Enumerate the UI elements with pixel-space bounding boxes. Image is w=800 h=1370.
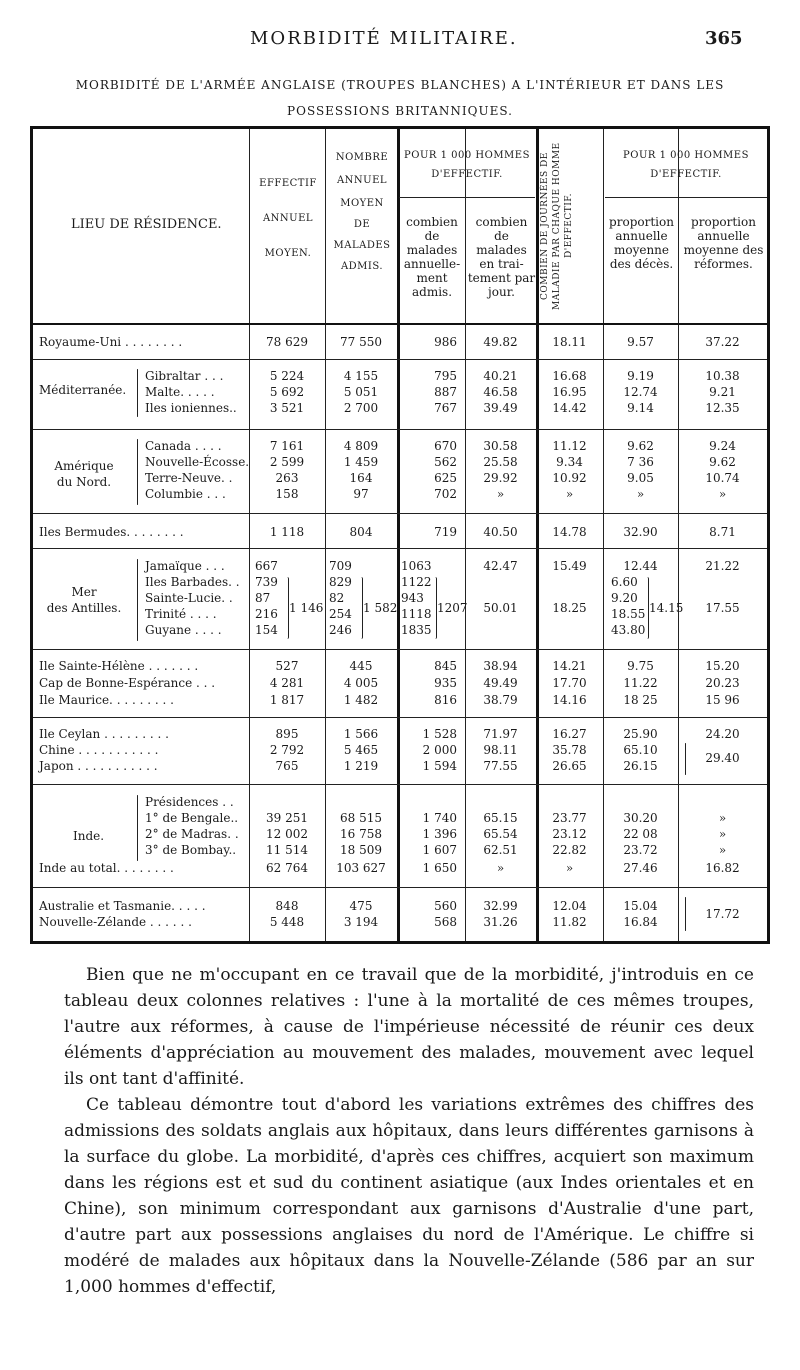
row-name: Présidences . . <box>145 795 234 809</box>
row-rule <box>33 359 767 360</box>
paragraph: Ce tableau démontre tout d'abord les variations extrêmes des chiffres des admissions des soldats anglais aux hôpitaux, dans leurs différentes garnisons à la surface du globe. La morbidité, d'après ces chiffres, acquiert son maximum dans les régions est et sud du continent asiatique (aux Indes orientales et en Chine), son minimum correspondant aux garnisons d'Australie d'une part, d'autre part aux possessions anglaises du nord de l'Amérique. Le chiffre si modéré de malades aux hôpitaux dans la Nouvelle-Zélande (586 par an sur 1,000 hommes d'effectif, <box>64 1095 754 1297</box>
row-name: Canada . . . . <box>145 439 222 453</box>
body-text <box>64 962 754 1300</box>
row-name: Ile Ceylan . . . . . . . . . <box>39 727 169 741</box>
paragraph: Bien que ne m'occupant en ce travail que de la morbidité, j'introduis en ce tableau deux colonnes relatives : l'une à la mortalité de ces mêmes troupes, l'autre aux réformes, à cause de l'impérieuse nécessité de réunir ces deux éléments d'appréciation au mouvement des malades, mouvement avec lequel ils ont tant d'affinité. <box>64 965 754 1089</box>
row-name: Iles ioniennes.. <box>145 401 237 415</box>
row-rule <box>33 717 767 718</box>
header-separator <box>399 197 535 198</box>
running-title: MORBIDITÉ MILITAIRE. <box>250 28 518 49</box>
running-head <box>0 28 800 52</box>
row-name: Iles Bermudes. . . . . . . . <box>39 525 184 539</box>
row-name: Terre-Neuve. . <box>145 471 233 485</box>
morbidity-table: LIEU DE RÉSIDENCE. EFFECTIF ANNUEL MOYEN. NOMBRE ANNUEL MOYEN DE MALADES ADMIS. POUR 1 000 HOMMES D'EFFECTIF. combien de malades annuelle-ment admis. combien de malades en trai-tement par jour. COMBIEN DE JOURNÉES DE MALADIE PAR CHAQUE HOMME D'EFFECTIF. POUR 1 000 HOMMES D'EFFECTIF. proportion annuelle moyenne des décès. proportion annuelle moyenne des réformes. Royaume-Uni . . . . . . . . 78 629 77 550 986 49.82 18.11 9.57 37.22 Méditerranée. Gibraltar . . . 5 224 4 155 795 40.21 16.68 9.19 10.38 Malte. . . . . 5 692 5 051 887 46.58 16.95 12.74 9.21 Iles ioniennes.. 3 521 2 700 767 39.49 14.42 9.14 12.35 Amérique du Nord. Canada . . . . 7 161 4 809 670 30.58 11.12 9.62 9.24 Nouvelle-Écosse. 2 599 1 459 562 25.58 9.34 7 36 9.62 Terre-Neuve. . 263 164 625 29.92 10.92 9.05 10.74 Columbie . . . 158 97 702 » » » » Iles Bermudes. . . . . . . . 1 118 804 719 40.50 14.78 32.90 8.71 Mer des Antilles. Jamaïque . . . 667 709 1063 42.47 15.49 12.44 21.22 Iles Barbades. . 739 829 1122 6.60 Sainte-Lucie. . 87 82 943 9.20 Trinité . . . . 216 254 1118 18.55 Guyane . . . . 154 246 1835 43.80 1 146 1 582 1207 50.01 18.25 14.15 17.55 Ile Sainte-Hélène . . . . . . . 527 445 845 38.94 14.21 9.75 15.20 Cap de Bonne-Espérance . . . 4 281 4 005 935 49.49 17.70 11.22 20.23 Ile Maurice. . . . . . . . . 1 817 1 482 816 38.79 14.16 18 25 15 96 Ile Ceylan . . . . . . . . . 895 1 566 1 528 71.97 16.27 25.90 24.20 Chine . . . . . . . . . . . 2 792 5 465 2 000 98.11 35.78 65.10 Japon . . . . . . . . . . . 765 1 219 1 594 77.55 26.65 26.15 29.40 Inde. Présidences . . 1° de Bengale.. 39 251 68 515 1 740 65.15 23.77 30.20 » 2° de Madras. . 12 002 16 758 1 396 65.54 23.12 22 08 » 3° de Bombay.. 11 514 18 509 1 607 62.51 22.82 23.72 » Inde au total. . . . . . . . 62 764 103 627 1 650 » » 27.46 16.82 Australie et Tasmanie. . . . . 848 475 560 32.99 12.04 15.04 Nouvelle-Zélande . . . . . . 5 448 3 194 568 31.26 11.82 16.84 17.72 <box>30 126 770 944</box>
header-reformes: proportion annuelle moyenne des réformes. <box>683 215 764 271</box>
row-name: Columbie . . . <box>145 487 226 501</box>
header-lieu: LIEU DE RÉSIDENCE. <box>71 217 222 232</box>
header-group-pour-1000-2: POUR 1 000 HOMMES D'EFFECTIF. <box>623 150 749 180</box>
header-deces: proportion annuelle moyenne des décès. <box>609 215 674 271</box>
table-title: MORBIDITÉ DE L'ARMÉE ANGLAISE (TROUPES BLANCHES) A L'INTÉRIEUR ET DANS LES POSSESSIONS BRITANNIQUES. <box>75 78 725 118</box>
row-name: 2° de Madras. . <box>145 827 239 841</box>
row-name: Ile Maurice. . . . . . . . . <box>39 693 174 707</box>
header-effectif: EFFECTIF ANNUEL MOYEN. <box>259 178 317 259</box>
brace <box>137 559 138 641</box>
row-name: 1° de Bengale.. <box>145 811 239 825</box>
row-rule <box>33 784 767 785</box>
row-name: Chine . . . . . . . . . . . <box>39 743 159 757</box>
row-name: 3° de Bombay.. <box>145 843 237 857</box>
row-rule <box>33 429 767 430</box>
row-rule <box>33 649 767 650</box>
row-name: Iles Barbades. . <box>145 575 240 589</box>
row-name: Nouvelle-Zélande . . . . . . <box>39 915 192 929</box>
row-name: Ile Sainte-Hélène . . . . . . . <box>39 659 199 673</box>
row-name: Royaume-Uni . . . . . . . . <box>39 335 183 349</box>
brace <box>137 369 138 417</box>
row-name: Cap de Bonne-Espérance . . . <box>39 676 216 690</box>
header-nombre: NOMBRE ANNUEL MOYEN DE MALADES ADMIS. <box>333 152 391 272</box>
brace <box>137 795 138 861</box>
brace <box>137 439 138 505</box>
row-name: Jamaïque . . . <box>145 559 225 573</box>
row-name: Nouvelle-Écosse. <box>145 455 250 469</box>
row-name: Sainte-Lucie. . <box>145 591 233 605</box>
row-name: Gibraltar . . . <box>145 369 224 383</box>
header-journees: COMBIEN DE JOURNÉES DE MALADIE PAR CHAQUE HOMME D'EFFECTIF. <box>540 142 574 310</box>
row-rule <box>33 513 767 514</box>
row-rule <box>33 548 767 549</box>
row-name: Inde au total. . . . . . . . <box>39 861 174 875</box>
header-separator <box>605 197 767 198</box>
header-group-pour-1000: POUR 1 000 HOMMES D'EFFECTIF. <box>404 150 530 180</box>
row-name: Guyane . . . . <box>145 623 222 637</box>
row-name: Trinité . . . . <box>145 607 217 621</box>
row-name: Japon . . . . . . . . . . . <box>39 759 158 773</box>
header-combien-traitement: combien de malades en trai-tement par jour. <box>467 215 536 299</box>
page-number: 365 <box>705 28 743 49</box>
header-rule <box>33 323 767 325</box>
row-name: Australie et Tasmanie. . . . . <box>39 899 206 913</box>
row-name: Malte. . . . . <box>145 385 215 399</box>
header-combien-malades: combien de malades annuelle-ment admis. <box>403 215 461 299</box>
row-rule <box>33 887 767 888</box>
